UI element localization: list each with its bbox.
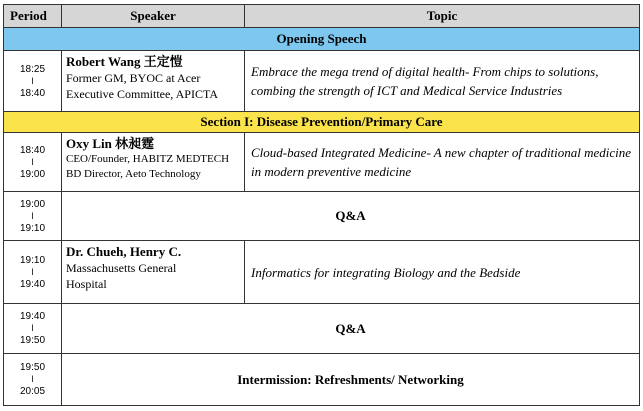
topic-cell [245,51,640,112]
topic-cell [245,133,640,192]
speaker-affiliation: Hospital [66,277,107,291]
speaker-name: Robert Wang 王定愷 [66,54,183,69]
time-end: 20:05 [19,386,46,397]
table-row [4,51,640,112]
time-start: 18:25 [19,63,46,75]
time-cell [4,241,62,304]
time-start: 19:50 [19,362,46,373]
table-row [4,304,640,354]
speaker-name: Dr. Chueh, Henry C. [66,244,182,259]
time-cell [4,304,62,354]
header-topic: Topic [245,5,640,28]
table-row [4,354,640,406]
speaker-affiliation: Massachusetts General [66,261,177,275]
speaker-affiliation: BD Director, Aeto Technology [66,168,201,180]
header-period: Period [4,5,62,28]
intermission-label: Intermission: Refreshments/ Networking [62,354,640,406]
topic-text: Informatics for integrating Biology and the Bedside [251,264,521,280]
agenda-table [3,4,640,406]
qa-label: Q&A [62,304,640,354]
time-cell [4,133,62,192]
time-separator: l [31,374,34,384]
time-end: 18:40 [19,87,46,99]
time-cell [4,51,62,112]
time-separator: l [31,266,34,277]
time-separator: l [31,156,34,167]
time-cell [4,192,62,241]
time-cell [4,354,62,406]
time-end: 19:00 [19,168,46,180]
section1-title: Section I: Disease Prevention/Primary Care [4,112,640,133]
topic-cell [245,241,640,304]
header-speaker: Speaker [62,5,245,28]
time-end: 19:50 [19,335,46,346]
time-start: 19:10 [19,254,46,266]
speaker-name: Oxy Lin 林昶霆 [66,136,155,151]
header-row [4,5,640,28]
speaker-affiliation: Former GM, BYOC at Acer [66,71,201,85]
time-start: 19:40 [19,311,46,322]
time-end: 19:10 [19,222,46,234]
time-separator: l [31,75,34,86]
time-end: 19:40 [19,278,46,290]
table-row [4,133,640,192]
time-separator: l [31,210,34,221]
table-row [4,192,640,241]
opening-section-row [4,28,640,51]
time-start: 18:40 [19,144,46,156]
speaker-cell [62,241,245,304]
table-row [4,241,640,304]
time-start: 19:00 [19,198,46,210]
speaker-affiliation: CEO/Founder, HABITZ MEDTECH [66,153,230,165]
qa-label: Q&A [62,192,640,241]
speaker-cell [62,51,245,112]
topic-text: Embrace the mega trend of digital health- From chips to solutions, combing the strength of ICT and Medical Service Industries [251,64,599,98]
speaker-affiliation: Executive Committee, APICTA [66,87,219,101]
opening-section-title: Opening Speech [4,28,640,51]
section1-row [4,112,640,133]
speaker-cell [62,133,245,192]
topic-text: Cloud-based Integrated Medicine- A new chapter of traditional medicine in modern preventive medicine [251,145,632,179]
time-separator: l [31,323,34,333]
